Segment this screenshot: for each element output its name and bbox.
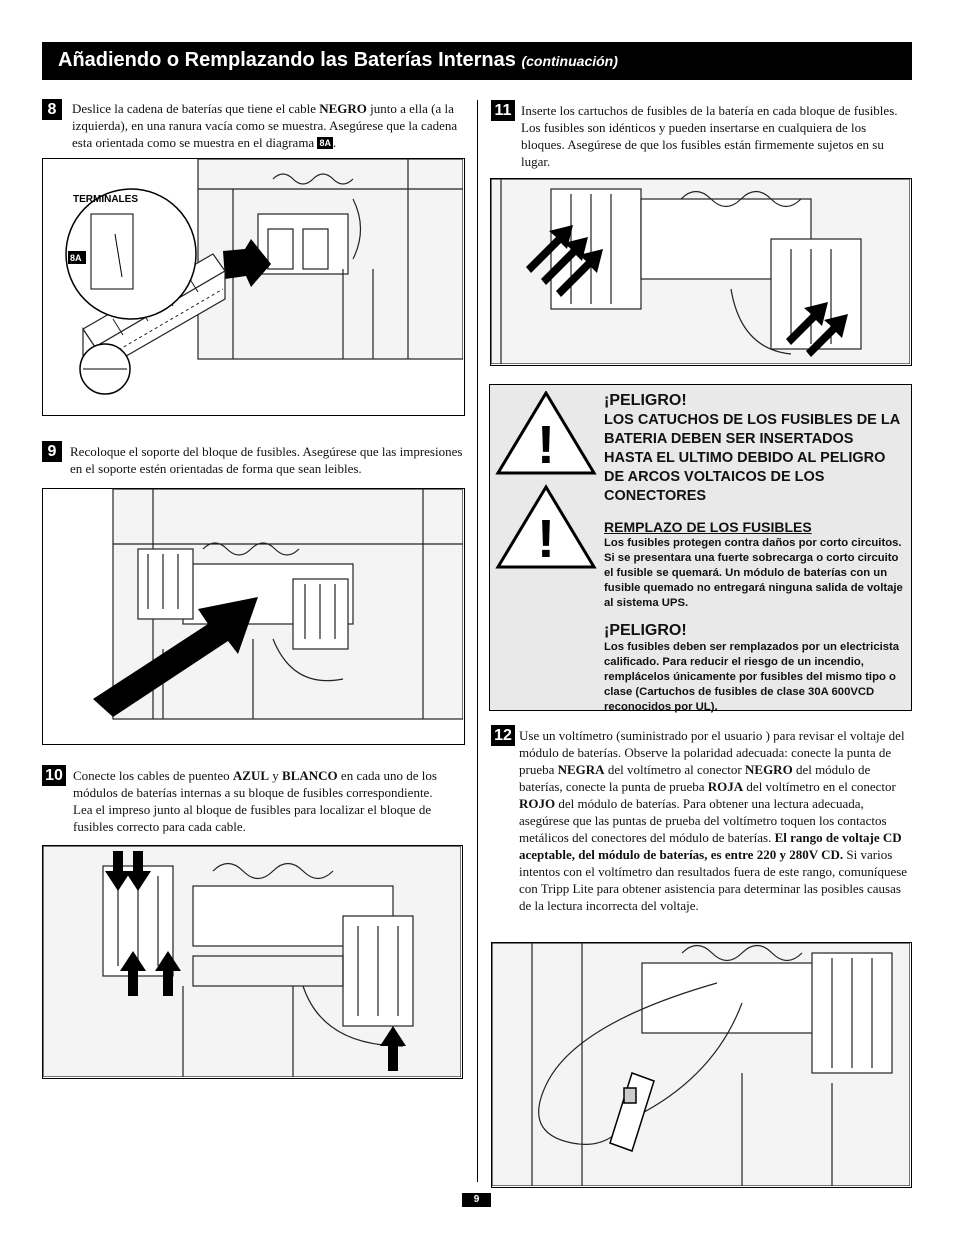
warning-icon-2-mark: !	[537, 509, 555, 569]
warning-triangle-icons	[494, 391, 604, 591]
warning-icon-1-mark: !	[537, 415, 555, 475]
step-9-number: 9	[42, 441, 62, 462]
figure-step-12	[491, 942, 912, 1188]
step-12-number: 12	[491, 725, 515, 746]
step-11-number: 11	[491, 100, 515, 121]
section-title: Añadiendo o Remplazando las Baterías Internas (continuación)	[58, 49, 618, 71]
fuse-replacement-heading: REMPLAZO DE LOS FUSIBLES	[604, 519, 812, 535]
figure-step-8-drawing	[43, 159, 463, 414]
fig-8a-badge: 8A	[70, 253, 82, 263]
figure-step-9	[42, 488, 465, 745]
warning-electrician-text: Los fusibles deben ser remplazados por un electricista calificado. Para reducir el riesgo de un incendio, remplácelos únicamente por fusibles del mismo tipo o clase (Cartuchos de fusibles de clase 30A 600VCD reconocidos por UL).	[604, 641, 900, 713]
figure-step-12-drawing	[492, 943, 910, 1186]
step-12-text: Use un voltímetro (suministrado por el usuario ) para revisar el voltaje del módulo de baterías. Observe la polaridad adecuada: conecte la punta de prueba NEGRA del voltímetro al conector NEGRO del módulo de baterías, conecte la punta de prueba ROJA del voltímetro en el conector ROJO del módulo de baterías. Para obtener una lectura adecuada, asegúrese que las puntas de prueba del voltímetro toquen los contactos metálicos del conectores del módulo de baterías. El rango de voltaje CD aceptable, del módulo de baterías, es entre 220 y 280V CD. Si varios intentos con el voltímetro dan resultados fuera de este rango, comuníquese con Tripp Lite para obtener asistencia para determinar las posibles causas de la lectura incorrecta del voltaje.	[519, 728, 908, 913]
diagram-8a-badge: 8A	[319, 138, 331, 148]
fuse-replacement-text: Los fusibles protegen contra daños por corto circuitos. Si se presentara una fuerte sobrecarga o corto circuito el fusible se quemará. Un módulo de baterías con un fusible quemado no entregará ninguna salida de voltaje al sistema UPS.	[604, 537, 903, 609]
figure-step-11	[490, 178, 912, 366]
figure-step-9-drawing	[43, 489, 463, 743]
terminals-label: TERMINALES	[73, 194, 138, 205]
section-header	[42, 42, 912, 80]
figure-step-11-drawing	[491, 179, 910, 364]
warning-title-1: ¡PELIGRO!	[604, 392, 687, 409]
warning-caps-text: LOS CATUCHOS DE LOS FUSIBLES DE LA BATERIA DEBEN SER INSERTADOS HASTA EL ULTIMO DEBIDO AL PELIGRO DE ARCOS VOLTAICOS DE LOS CONECTORES	[604, 412, 900, 504]
warning-title-2: ¡PELIGRO!	[604, 622, 687, 639]
step-10-text: Conecte los cables de puenteo AZUL y BLANCO en cada uno de los módulos de baterías internas a su bloque de fusibles correspondiente. Lea el impreso junto al bloque de fusibles para localizar el bloque de fusibles correcto para cada cable.	[73, 768, 437, 834]
page-number: 9	[462, 1193, 491, 1207]
step-10-number: 10	[42, 765, 66, 786]
step-9-text: Recoloque el soporte del bloque de fusibles. Asegúrese que las impresiones en el soporte estén orientadas de forma que sean leibles.	[70, 444, 463, 476]
figure-step-10-drawing	[43, 846, 461, 1077]
step-8-number: 8	[42, 99, 62, 120]
section-subtitle: (continuación)	[521, 53, 618, 69]
column-divider	[477, 100, 478, 1182]
danger-warning-box	[489, 384, 912, 711]
figure-step-10	[42, 845, 463, 1079]
figure-step-8	[42, 158, 465, 416]
step-11-text: Inserte los cartuchos de fusibles de la batería en cada bloque de fusibles. Los fusibles son idénticos y pueden insertarse en cualquiera de los bloques. Asegúrese de que los fusibles están firmemente sujetos en su lugar.	[521, 103, 898, 169]
step-8-text: Deslice la cadena de baterías que tiene el cable NEGRO junto a ella (a la izquierda), en una ranura vacía como se muestra. Asegúrese que la cadena esta orientada como se muestra en el diagrama 8A .	[72, 101, 458, 150]
